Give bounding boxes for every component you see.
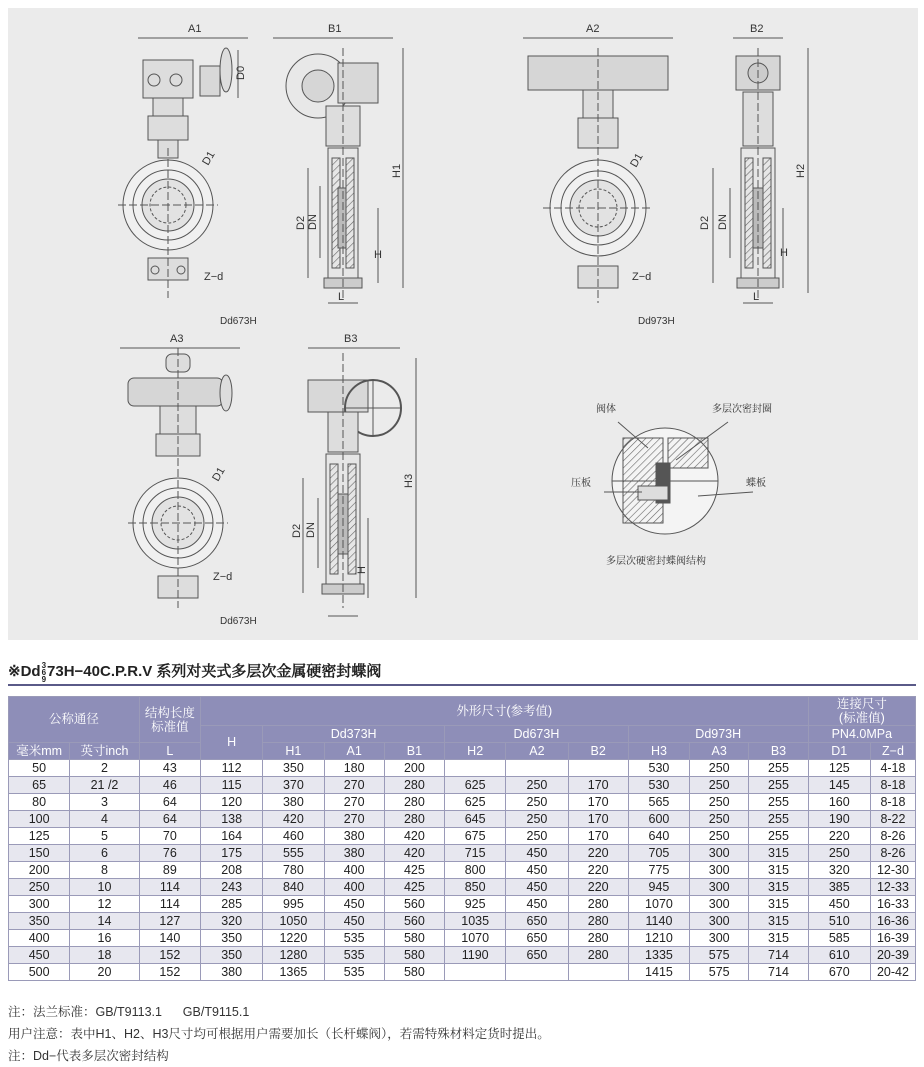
table-cell: 350 (200, 947, 262, 964)
table-cell: 255 (749, 777, 808, 794)
seal-detail-view (604, 422, 753, 534)
table-cell (568, 760, 628, 777)
fig1-side-view (273, 38, 403, 303)
table-cell: 140 (139, 930, 200, 947)
fig2-caption: Dd973H (638, 316, 675, 327)
header-h1: H1 (263, 743, 324, 760)
table-cell: 775 (628, 862, 689, 879)
table-cell: 8-26 (870, 828, 915, 845)
table-cell: 650 (506, 913, 568, 930)
table-cell: 21 /2 (70, 777, 139, 794)
table-cell: 315 (749, 930, 808, 947)
table-cell: 315 (749, 879, 808, 896)
header-nominal: 公称通径 (9, 697, 140, 743)
dim-label-h-2: H (780, 247, 788, 259)
table-cell: 450 (9, 947, 70, 964)
table-cell: 1070 (445, 930, 506, 947)
table-cell: 20-39 (870, 947, 915, 964)
table-cell: 625 (445, 794, 506, 811)
table-row (9, 777, 916, 794)
table-cell: 3 (70, 794, 139, 811)
table-cell: 800 (445, 862, 506, 879)
title-divider (8, 684, 916, 686)
table-cell: 10 (70, 879, 139, 896)
header-pn: PN4.0MPa (808, 726, 915, 743)
table-cell: 315 (749, 913, 808, 930)
table-cell: 220 (568, 862, 628, 879)
table-cell: 70 (139, 828, 200, 845)
table-cell: 285 (200, 896, 262, 913)
dim-label-h: H (374, 249, 382, 261)
dim-label-a2: A2 (586, 23, 600, 35)
detail-label-body: 阀体 (596, 404, 616, 415)
table-cell: 152 (139, 964, 200, 981)
table-cell: 100 (9, 811, 70, 828)
table-cell: 250 (506, 811, 568, 828)
table-cell: 400 (324, 879, 384, 896)
table-cell: 780 (263, 862, 324, 879)
table-row (9, 930, 916, 947)
table-cell: 12-33 (870, 879, 915, 896)
table-cell: 12 (70, 896, 139, 913)
table-cell: 170 (568, 828, 628, 845)
table-cell: 280 (384, 777, 444, 794)
header-d1: D1 (808, 743, 870, 760)
table-cell: 8-22 (870, 811, 915, 828)
table-cell: 425 (384, 862, 444, 879)
dim-label-l-2: L (753, 291, 760, 303)
table-cell: 170 (568, 777, 628, 794)
header-zd: Z−d (870, 743, 915, 760)
title-suffix: 73H−40C.P.R.V 系列对夹式多层次金属硬密封蝶阀 (47, 663, 382, 680)
table-cell: 535 (324, 947, 384, 964)
header-a1: A1 (324, 743, 384, 760)
table-cell: 580 (384, 947, 444, 964)
table-cell: 16-33 (870, 896, 915, 913)
table-cell: 270 (324, 811, 384, 828)
technical-drawing-panel (8, 8, 918, 640)
table-cell: 16-36 (870, 913, 915, 930)
table-cell: 450 (506, 845, 568, 862)
table-cell: 320 (808, 862, 870, 879)
table-cell: 8 (70, 862, 139, 879)
table-cell: 200 (384, 760, 444, 777)
table-cell: 208 (200, 862, 262, 879)
table-cell: 575 (690, 947, 749, 964)
table-cell: 145 (808, 777, 870, 794)
table-cell (506, 760, 568, 777)
fig3-caption: Dd673H (220, 616, 257, 627)
table-cell: 20-42 (870, 964, 915, 981)
table-cell: 89 (139, 862, 200, 879)
table-cell: 138 (200, 811, 262, 828)
table-cell (445, 964, 506, 981)
header-h3: H3 (628, 743, 689, 760)
table-cell: 250 (690, 828, 749, 845)
table-cell: 270 (324, 777, 384, 794)
table-cell: 250 (690, 777, 749, 794)
table-cell: 300 (690, 862, 749, 879)
dim-label-b3: B3 (344, 333, 358, 345)
table-cell: 64 (139, 811, 200, 828)
table-cell: 850 (445, 879, 506, 896)
fig1-caption: Dd673H (220, 316, 257, 327)
table-cell: 300 (690, 845, 749, 862)
table-cell: 645 (445, 811, 506, 828)
table-cell: 280 (568, 913, 628, 930)
table-cell: 4 (70, 811, 139, 828)
dim-label-b2: B2 (750, 23, 764, 35)
table-cell: 1140 (628, 913, 689, 930)
table-cell: 650 (506, 947, 568, 964)
dim-label-d1-2: D1 (628, 151, 646, 170)
table-cell: 250 (506, 777, 568, 794)
table-cell: 16 (70, 930, 139, 947)
table-cell: 255 (749, 828, 808, 845)
table-cell: 714 (749, 947, 808, 964)
table-cell: 535 (324, 930, 384, 947)
note-dd-meaning: 注：Dd−代表多层次密封结构 (8, 1049, 169, 1063)
detail-label-disc: 蝶板 (746, 478, 766, 489)
table-row (9, 794, 916, 811)
table-cell: 112 (200, 760, 262, 777)
table-cell: 1050 (263, 913, 324, 930)
dim-label-h2: H2 (795, 163, 807, 178)
dim-label-d2-3: D2 (291, 523, 303, 538)
table-cell: 425 (384, 879, 444, 896)
table-cell: 380 (263, 794, 324, 811)
header-b1: B1 (384, 743, 444, 760)
table-cell (568, 964, 628, 981)
table-cell: 114 (139, 896, 200, 913)
table-cell: 535 (324, 964, 384, 981)
table-cell: 280 (568, 896, 628, 913)
table-cell: 160 (808, 794, 870, 811)
dim-label-zd-3: Z−d (213, 571, 233, 583)
table-cell: 585 (808, 930, 870, 947)
valve-drawings (8, 8, 918, 640)
dim-label-d2: D2 (295, 215, 307, 230)
table-cell: 43 (139, 760, 200, 777)
fig2-front-view (523, 38, 673, 303)
table-row (9, 811, 916, 828)
fig2-side-view (713, 38, 808, 303)
detail-label-seal: 多层次密封圈 (712, 404, 772, 415)
table-cell: 530 (628, 760, 689, 777)
table-cell: 64 (139, 794, 200, 811)
table-cell: 380 (324, 828, 384, 845)
spec-table (8, 696, 916, 981)
table-cell: 152 (139, 947, 200, 964)
table-cell: 65 (9, 777, 70, 794)
table-cell: 115 (200, 777, 262, 794)
table-cell: 46 (139, 777, 200, 794)
table-cell: 420 (263, 811, 324, 828)
table-row (9, 879, 916, 896)
table-cell: 610 (808, 947, 870, 964)
table-cell: 200 (9, 862, 70, 879)
table-cell: 280 (568, 947, 628, 964)
table-cell: 220 (808, 828, 870, 845)
table-cell: 450 (324, 896, 384, 913)
detail-caption: 多层次硬密封蝶阀结构 (606, 556, 706, 567)
table-cell: 350 (263, 760, 324, 777)
table-cell: 1190 (445, 947, 506, 964)
table-cell: 925 (445, 896, 506, 913)
table-cell: 380 (200, 964, 262, 981)
table-cell: 12-30 (870, 862, 915, 879)
dim-label-a1: A1 (188, 23, 202, 35)
table-cell: 220 (568, 879, 628, 896)
table-cell: 18 (70, 947, 139, 964)
table-cell: 50 (9, 760, 70, 777)
table-cell: 175 (200, 845, 262, 862)
table-cell: 1070 (628, 896, 689, 913)
table-cell: 1220 (263, 930, 324, 947)
table-cell: 625 (445, 777, 506, 794)
header-dd673: Dd673H (445, 726, 629, 743)
table-cell: 125 (9, 828, 70, 845)
table-cell: 243 (200, 879, 262, 896)
table-cell: 255 (749, 760, 808, 777)
table-cell: 114 (139, 879, 200, 896)
dim-label-dn-2: DN (717, 214, 729, 230)
table-cell: 8-18 (870, 777, 915, 794)
dim-label-h3: H3 (403, 473, 415, 488)
table-cell: 1365 (263, 964, 324, 981)
header-h: H (200, 726, 262, 760)
table-cell: 560 (384, 913, 444, 930)
table-cell: 714 (749, 964, 808, 981)
dim-label-d2-2: D2 (699, 215, 711, 230)
table-cell: 510 (808, 913, 870, 930)
dim-label-dn-3: DN (305, 522, 317, 538)
table-cell: 555 (263, 845, 324, 862)
table-cell: 170 (568, 794, 628, 811)
dim-label-h-3: H (356, 566, 368, 574)
note-flange-standard: 注：法兰标准：GB/T9113.1 GB/T9115.1 (8, 1005, 250, 1019)
table-cell: 420 (384, 845, 444, 862)
table-cell: 1335 (628, 947, 689, 964)
header-struct-len: 结构长度 标准值 (139, 697, 200, 743)
table-cell: 670 (808, 964, 870, 981)
table-cell: 675 (445, 828, 506, 845)
table-cell: 575 (690, 964, 749, 981)
title-model-fraction: 3 6 9 (41, 660, 47, 684)
table-cell: 320 (200, 913, 262, 930)
table-cell: 190 (808, 811, 870, 828)
header-inch: 英寸inch (70, 743, 139, 760)
dim-label-a3: A3 (170, 333, 184, 345)
table-cell: 127 (139, 913, 200, 930)
table-cell: 1280 (263, 947, 324, 964)
table-cell: 705 (628, 845, 689, 862)
table-cell: 280 (384, 811, 444, 828)
table-cell: 76 (139, 845, 200, 862)
table-cell: 580 (384, 964, 444, 981)
table-cell (445, 760, 506, 777)
header-l: L (139, 743, 200, 760)
table-cell: 300 (690, 879, 749, 896)
table-cell: 840 (263, 879, 324, 896)
table-cell: 530 (628, 777, 689, 794)
table-cell: 450 (808, 896, 870, 913)
table-cell: 1035 (445, 913, 506, 930)
header-h2: H2 (445, 743, 506, 760)
table-row (9, 947, 916, 964)
table-cell: 170 (568, 811, 628, 828)
table-cell: 315 (749, 896, 808, 913)
table-cell: 300 (690, 930, 749, 947)
table-cell: 580 (384, 930, 444, 947)
table-cell: 250 (690, 811, 749, 828)
table-cell: 8-18 (870, 794, 915, 811)
table-cell: 995 (263, 896, 324, 913)
table-cell: 450 (506, 879, 568, 896)
header-b3: B3 (749, 743, 808, 760)
dim-label-l: L (338, 291, 345, 303)
table-cell: 300 (690, 896, 749, 913)
table-cell: 120 (200, 794, 262, 811)
dim-label-d0: D0 (235, 65, 247, 80)
table-cell: 315 (749, 862, 808, 879)
table-row (9, 845, 916, 862)
table-cell: 270 (324, 794, 384, 811)
table-cell: 164 (200, 828, 262, 845)
table-cell: 300 (690, 913, 749, 930)
detail-label-plate: 压板 (571, 478, 591, 489)
header-outline: 外形尺寸(参考值) (200, 697, 808, 726)
table-cell: 255 (749, 811, 808, 828)
table-row (9, 862, 916, 879)
table-cell: 460 (263, 828, 324, 845)
table-cell: 560 (384, 896, 444, 913)
table-cell: 2 (70, 760, 139, 777)
table-cell: 5 (70, 828, 139, 845)
table-cell: 370 (263, 777, 324, 794)
table-cell: 150 (9, 845, 70, 862)
dim-label-zd: Z−d (204, 271, 224, 283)
table-cell: 8-26 (870, 845, 915, 862)
table-row (9, 964, 916, 981)
table-cell: 280 (568, 930, 628, 947)
table-cell: 400 (9, 930, 70, 947)
header-dd973: Dd973H (628, 726, 808, 743)
header-mm: 毫米mm (9, 743, 70, 760)
table-cell: 640 (628, 828, 689, 845)
header-dd373: Dd373H (263, 726, 445, 743)
spec-title (8, 660, 381, 683)
dim-label-d1-3: D1 (210, 465, 228, 484)
table-cell: 250 (506, 794, 568, 811)
table-cell: 220 (568, 845, 628, 862)
spec-table-body (9, 760, 916, 981)
table-cell: 380 (324, 845, 384, 862)
header-a2: A2 (506, 743, 568, 760)
table-cell: 945 (628, 879, 689, 896)
dim-label-b1: B1 (328, 23, 342, 35)
table-cell: 450 (324, 913, 384, 930)
table-cell: 300 (9, 896, 70, 913)
table-cell: 250 (690, 794, 749, 811)
table-cell: 385 (808, 879, 870, 896)
table-row (9, 828, 916, 845)
table-cell: 250 (690, 760, 749, 777)
header-a3: A3 (690, 743, 749, 760)
table-cell (506, 964, 568, 981)
table-cell: 400 (324, 862, 384, 879)
table-cell: 20 (70, 964, 139, 981)
table-row (9, 896, 916, 913)
table-cell: 565 (628, 794, 689, 811)
table-cell: 350 (200, 930, 262, 947)
table-row (9, 913, 916, 930)
table-cell: 250 (808, 845, 870, 862)
table-cell: 650 (506, 930, 568, 947)
header-connect: 连接尺寸 (标准值) (808, 697, 915, 726)
table-cell: 4-18 (870, 760, 915, 777)
table-row (9, 760, 916, 777)
table-cell: 14 (70, 913, 139, 930)
table-cell: 450 (506, 862, 568, 879)
table-cell: 250 (506, 828, 568, 845)
table-cell: 125 (808, 760, 870, 777)
header-b2: B2 (568, 743, 628, 760)
table-cell: 600 (628, 811, 689, 828)
dim-label-zd-2: Z−d (632, 271, 652, 283)
table-cell: 280 (384, 794, 444, 811)
table-cell: 420 (384, 828, 444, 845)
title-prefix: ※Dd (8, 663, 41, 680)
table-cell: 180 (324, 760, 384, 777)
table-cell: 6 (70, 845, 139, 862)
dim-label-h1: H1 (391, 163, 403, 178)
table-cell: 255 (749, 794, 808, 811)
note-user-attention: 用户注意：表中H1、H2、H3尺寸均可根据用户需要加长（长杆蝶阀），若需特殊材料定货时提出。 (8, 1027, 550, 1041)
table-cell: 16-39 (870, 930, 915, 947)
table-cell: 1415 (628, 964, 689, 981)
table-cell: 315 (749, 845, 808, 862)
dim-label-d1: D1 (200, 149, 218, 168)
table-cell: 500 (9, 964, 70, 981)
table-cell: 1210 (628, 930, 689, 947)
table-cell: 350 (9, 913, 70, 930)
dim-label-dn: DN (307, 214, 319, 230)
table-cell: 450 (506, 896, 568, 913)
fig3-side-view (303, 348, 416, 616)
table-cell: 80 (9, 794, 70, 811)
table-cell: 250 (9, 879, 70, 896)
table-cell: 715 (445, 845, 506, 862)
fig1-front-view (118, 38, 248, 298)
